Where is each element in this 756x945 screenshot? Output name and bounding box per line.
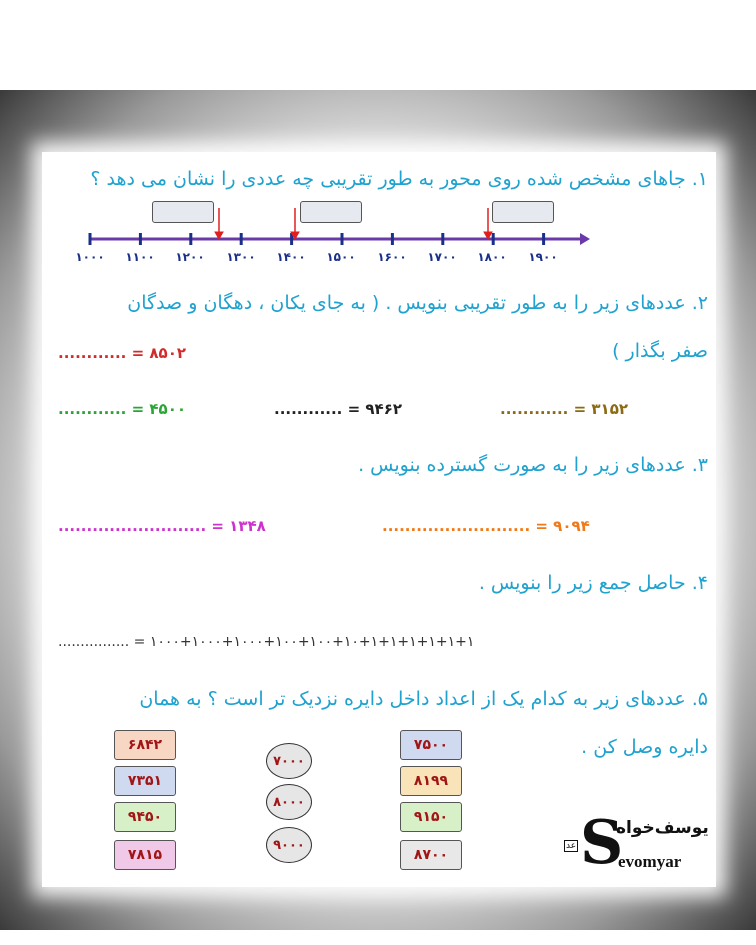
worksheet (42, 152, 716, 887)
round-item-9462: ۹۴۶۲ = ............ (274, 400, 403, 418)
tick-label: ۱۲۰۰ (175, 250, 205, 264)
round-item-3152: ۳۱۵۲ = ............ (500, 400, 629, 418)
target-circle[interactable]: ۷۰۰۰ (266, 743, 312, 779)
tick-label: ۱۷۰۰ (427, 250, 457, 264)
round-item-8502: ۸۵۰۲ = ............ (58, 344, 187, 362)
question-3-title: ۳. عددهای زیر را به صورت گسترده بنویس . (358, 454, 708, 476)
logo-word: evomyar (618, 852, 682, 871)
tick-label: ۱۵۰۰ (326, 250, 356, 264)
right-tag[interactable]: ۹۱۵۰ (400, 802, 462, 832)
question-2-title-line1: ۲. عددهای زیر را به طور تقریبی بنویس . ( به جای یکان ، دهگان و صدگان (127, 292, 708, 314)
expand-item-1348: ۱۳۴۸ = .......................... (58, 517, 266, 535)
answer-box-3[interactable] (492, 201, 554, 223)
question-2-title-line2: صفر بگذار ) (612, 340, 708, 362)
tick-label: ۱۶۰۰ (377, 250, 407, 264)
target-circle[interactable]: ۸۰۰۰ (266, 784, 312, 820)
logo-small: عد (566, 841, 577, 851)
tick-label: ۱۸۰۰ (477, 250, 507, 264)
expand-item-9094: ۹۰۹۴ = .......................... (382, 517, 590, 535)
question-1-title: ۱. جاهای مشخص شده روی محور به طور تقریبی چه عددی را نشان می دهد ؟ (90, 168, 708, 190)
left-tag[interactable]: ۹۴۵۰ (114, 802, 176, 832)
question-4-title: ۴. حاصل جمع زیر را بنویس . (478, 572, 708, 594)
right-tag[interactable]: ۸۷۰۰ (400, 840, 462, 870)
logo-letter: S (580, 808, 624, 878)
question-5-title-line1: ۵. عددهای زیر به کدام یک از اعداد داخل دایره نزدیک تر است ؟ به همان (139, 688, 708, 710)
tick-label: ۱۰۰۰ (75, 250, 105, 264)
question-5-title-line2: دایره وصل کن . (581, 736, 708, 758)
tick-label: ۱۹۰۰ (528, 250, 558, 264)
target-circle[interactable]: ۹۰۰۰ (266, 827, 312, 863)
left-tag[interactable]: ۷۸۱۵ (114, 840, 176, 870)
sum-expression: ۱۰۰۰+۱۰۰۰+۱۰۰۰+۱۰۰+۱۰۰+۱۰+۱+۱+۱+۱+۱+۱ = ................ (58, 634, 475, 650)
logo-persian: یوسف‌خواه (616, 818, 709, 838)
axis-arrowhead (580, 233, 590, 245)
right-tag[interactable]: ۸۱۹۹ (400, 766, 462, 796)
left-tag[interactable]: ۷۳۵۱ (114, 766, 176, 796)
round-item-4500: ۴۵۰۰ = ............ (58, 400, 187, 418)
tick-label: ۱۴۰۰ (276, 250, 306, 264)
right-tag[interactable]: ۷۵۰۰ (400, 730, 462, 760)
left-tag[interactable]: ۶۸۴۲ (114, 730, 176, 760)
tick-label: ۱۱۰۰ (125, 250, 155, 264)
answer-box-2[interactable] (300, 201, 362, 223)
answer-box-1[interactable] (152, 201, 214, 223)
tick-label: ۱۳۰۰ (226, 250, 256, 264)
sevomyar-logo (564, 808, 709, 884)
